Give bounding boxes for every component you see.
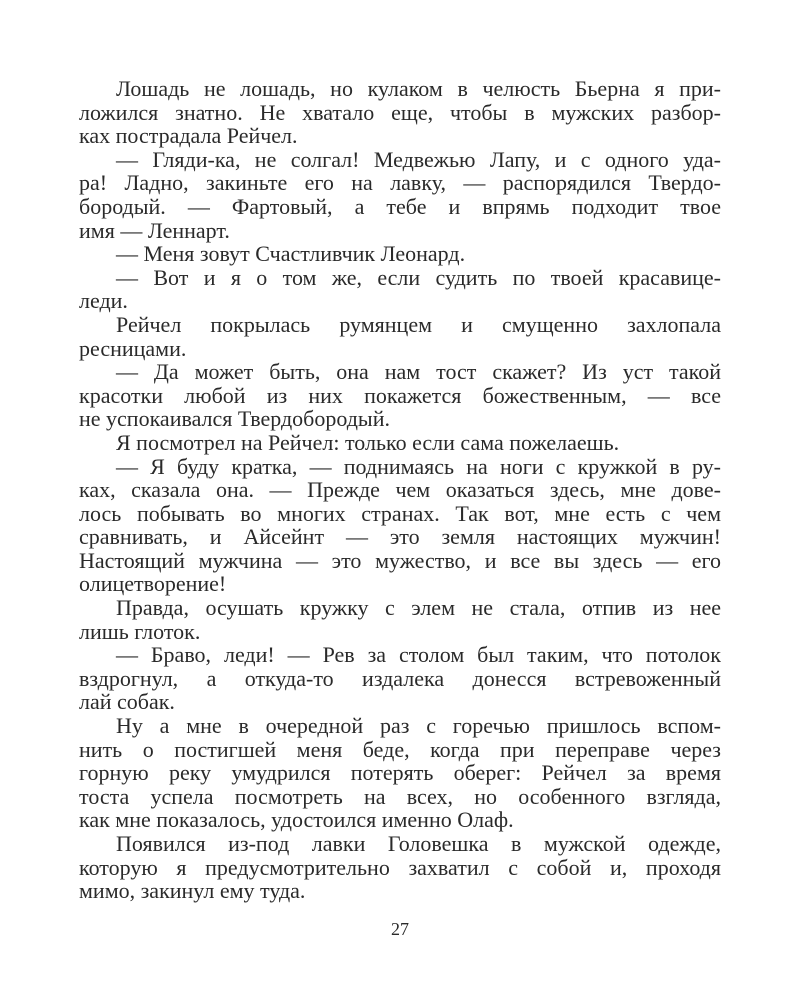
text-line: бородый. — Фартовый, а тебе и впрямь подходит твое: [79, 193, 721, 219]
text-line: которую я предусмотрительно захватил с собой и, проходя: [79, 854, 721, 880]
text-line: нить о постигшей меня беде, когда при переправе через: [79, 736, 721, 762]
text-line: как мне показалось, удостоился именно Олаф.: [79, 807, 514, 833]
text-line: — Я буду кратка, — поднимаясь на ноги с кружкой в ру-: [116, 453, 721, 479]
text-line: — Да может быть, она нам тост скажет? Из уст такой: [116, 359, 721, 385]
text-line: имя — Леннарт.: [79, 217, 230, 243]
text-line: леди.: [79, 288, 128, 314]
text-line: сравнивать, и Айсейнт — это земля настоящих мужчин!: [79, 524, 721, 550]
text-line: горную реку умудрился потерять оберег: Рейчел за время: [79, 760, 721, 786]
text-line: Ну а мне в очередной раз с горечью пришлось вспом-: [116, 713, 721, 739]
text-line: ках пострадала Рейчел.: [79, 123, 298, 149]
text-line: Правда, осушать кружку с элем не стала, отпив из нее: [116, 595, 721, 621]
text-line: красотки любой из них покажется божественным, — все: [79, 382, 721, 408]
text-line: лай собак.: [79, 689, 175, 715]
text-line: ложился знатно. Не хватало еще, чтобы в мужских разбор-: [79, 99, 721, 125]
text-line: мимо, закинул ему туда.: [79, 878, 306, 904]
text-line: Появился из-под лавки Головешка в мужской одежде,: [116, 831, 721, 856]
text-line: ресницами.: [79, 335, 187, 361]
body-text: [79, 77, 721, 903]
text-line: лось побывать во многих странах. Так вот, мне есть с чем: [79, 500, 721, 526]
text-line: Настоящий мужчина — это мужество, и все вы здесь — его: [79, 547, 721, 573]
text-line: вздрогнул, а откуда-то издалека донесся встревоженный: [79, 665, 721, 691]
text-line: Я посмотрел на Рейчел: только если сама пожелаешь.: [116, 429, 620, 455]
text-line: не успокаивался Твердобородый.: [79, 406, 390, 432]
text-line: олицетворение!: [79, 571, 227, 597]
text-line: — Вот и я о том же, если судить по твоей красавице-: [116, 264, 721, 290]
text-line: — Браво, леди! — Рев за столом был таким, что потолок: [116, 642, 721, 668]
text-line: — Меня зовут Счастливчик Леонард.: [116, 241, 466, 267]
text-line: тоста успела посмотреть на всех, но особенного взгляда,: [79, 783, 721, 809]
text-line: ра! Ладно, закиньте его на лавку, — распорядился Твердо-: [79, 170, 721, 196]
text-line: Лошадь не лошадь, но кулаком в челюсть Бьерна я при-: [116, 76, 721, 101]
text-line: лишь глоток.: [79, 618, 201, 644]
text-line: — Гляди-ка, не солгал! Медвежью Лапу, и с одного уда-: [116, 146, 721, 172]
text-line: Рейчел покрылась румянцем и смущенно захлопала: [116, 311, 721, 337]
page-number: 27: [391, 919, 409, 939]
text-line: ках, сказала она. — Прежде чем оказаться здесь, мне дове-: [79, 477, 721, 503]
